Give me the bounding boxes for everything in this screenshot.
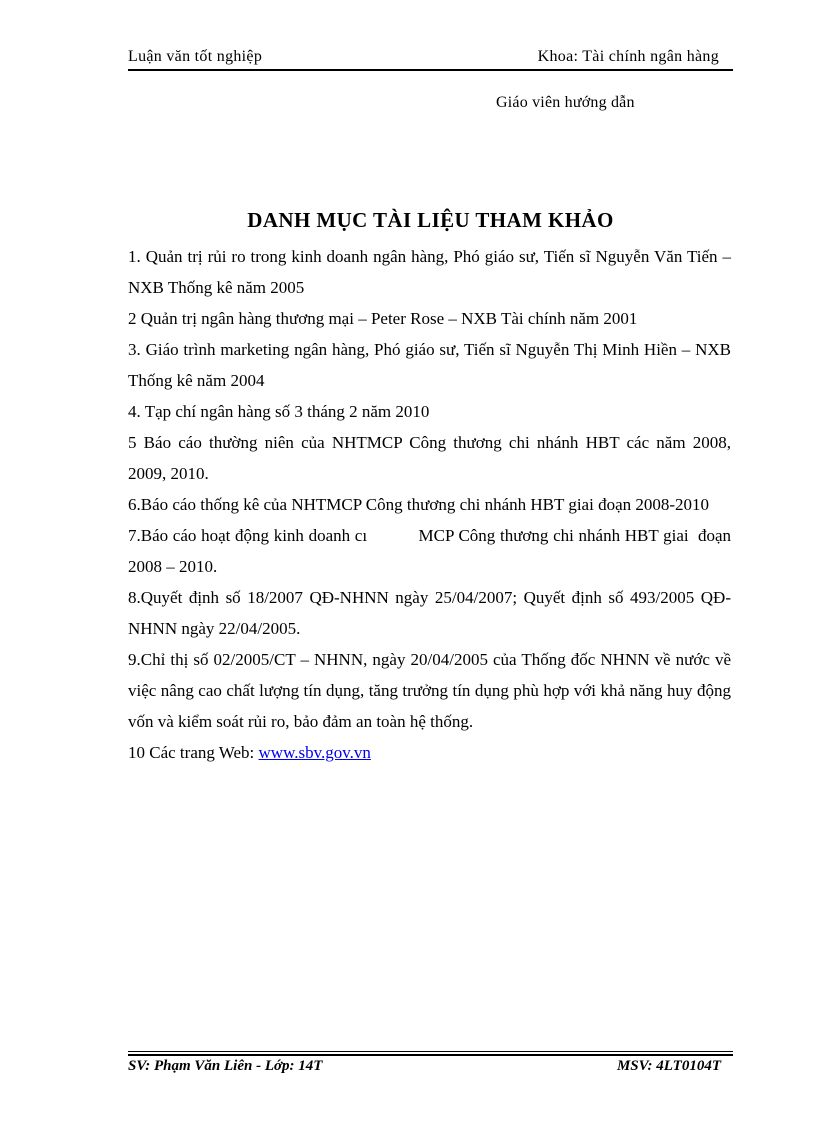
page-header	[128, 48, 733, 68]
reference-item-5: 5 Báo cáo thường niên của NHTMCP Công thương chi nhánh HBT các năm 2008, 2009, 2010.	[128, 433, 731, 483]
reference-item-1: 1. Quản trị rủi ro trong kinh doanh ngân hàng, Phó giáo sư, Tiến sĩ Nguyễn Văn Tiến – NXB Thống kê năm 2005	[128, 247, 731, 297]
reference-item-10	[128, 737, 731, 768]
reference-item-7: 7.Báo cáo hoạt động kinh doanh cı MCP Công thương chi nhánh HBT giai đoạn 2008 – 2010.	[128, 526, 736, 576]
footer-student-id: MSV: 4LT0104T	[616, 1058, 721, 1074]
reference-item-8: 8.Quyết định số 18/2007 QĐ-NHNN ngày 25/04/2007; Quyết định số 493/2005 QĐ-NHNN ngày 22/04/2005.	[128, 588, 731, 638]
sbv-website-link[interactable]: www.sbv.gov.vn	[258, 743, 371, 762]
header-faculty-label: Khoa: Tài chính ngân hàng	[537, 48, 719, 65]
footer-divider-thick	[128, 1054, 733, 1056]
reference-list	[128, 241, 736, 768]
reference-item-2: 2 Quản trị ngân hàng thương mại – Peter Rose – NXB Tài chính năm 2001	[128, 309, 638, 328]
footer-divider-thin	[128, 1051, 733, 1052]
reference-item-3: 3. Giáo trình marketing ngân hàng, Phó giáo sư, Tiến sĩ Nguyễn Thị Minh Hiền – NXB Thống kê năm 2004	[128, 340, 731, 390]
header-thesis-label: Luận văn tốt nghiệp	[128, 48, 263, 65]
page-footer	[128, 1058, 733, 1080]
advisor-label: Giáo viên hướng dẫn	[496, 94, 635, 111]
page-title: DANH MỤC TÀI LIỆU THAM KHẢO	[247, 208, 614, 232]
header-divider	[128, 69, 733, 71]
reference-item-4: 4. Tạp chí ngân hàng số 3 tháng 2 năm 2010	[128, 402, 430, 421]
reference-item-10-prefix: 10 Các trang Web:	[128, 743, 259, 762]
reference-item-6: 6.Báo cáo thống kê của NHTMCP Công thương chi nhánh HBT giai đoạn 2008-2010	[128, 495, 710, 514]
footer-student-label: SV: Phạm Văn Liên - Lớp: 14T	[128, 1058, 323, 1074]
reference-item-9: 9.Chỉ thị số 02/2005/CT – NHNN, ngày 20/04/2005 của Thống đốc NHNN về nước về việc nâng cao chất lượng tín dụng, tăng trưởng tín dụng phù hợp với khả năng huy động vốn và kiểm soát rủi ro, bảo đảm an toàn hệ thống.	[128, 650, 731, 731]
